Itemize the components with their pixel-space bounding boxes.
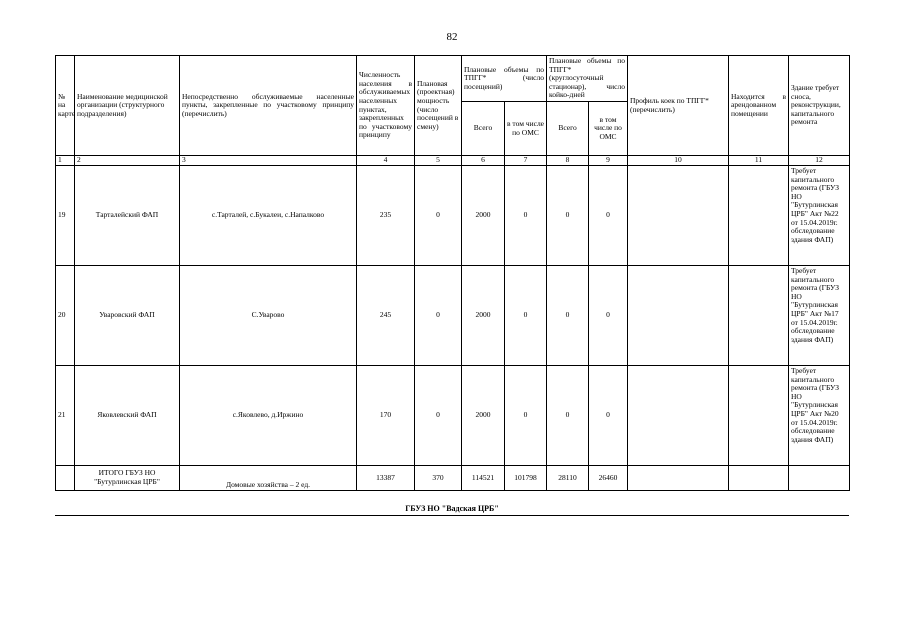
- table-row: [56, 166, 850, 266]
- row-beds-oms: 0: [589, 166, 628, 266]
- table-row: [56, 366, 850, 466]
- row-organization: Тарталейский ФАП: [75, 166, 180, 266]
- total-capacity: 370: [415, 466, 462, 491]
- row-organization: Уваровский ФАП: [75, 266, 180, 366]
- col-number: 7: [505, 156, 547, 166]
- total-row: [56, 466, 850, 491]
- total-rented: [729, 466, 789, 491]
- row-visits-total: 2000: [462, 266, 505, 366]
- header-capacity: Плановая (проектная) мощность (число посещений в смену): [415, 56, 462, 156]
- header-visits-total: Всего: [462, 102, 505, 156]
- row-bed-profile: [628, 266, 729, 366]
- total-repair: [789, 466, 850, 491]
- col-number: 6: [462, 156, 505, 166]
- row-repair: Требует капитального ремонта (ГБУЗ НО "Бутурлинская ЦРБ" Акт №22 от 15.04.2019г. обследование здания ФАП): [789, 166, 850, 266]
- header-beds-total: Всего: [547, 102, 589, 156]
- col-number: 5: [415, 156, 462, 166]
- header-beds: Плановые объемы по ТПГГ* (круглосуточный стационар), число койко-дней: [547, 56, 628, 102]
- row-settlements: с.Тарталей, с.Букалеи, с.Напалково: [180, 166, 357, 266]
- header-beds-oms: в том числе по ОМС: [589, 102, 628, 156]
- row-visits-total: 2000: [462, 166, 505, 266]
- row-capacity: 0: [415, 266, 462, 366]
- total-label: ИТОГО ГБУЗ НО "Бутурлинская ЦРБ": [75, 466, 180, 491]
- row-bed-profile: [628, 366, 729, 466]
- col-number: 10: [628, 156, 729, 166]
- row-population: 170: [357, 366, 415, 466]
- header-organization: Наименование медицинской организации (структурного подразделения): [75, 56, 180, 156]
- total-settlements: Домовые хозяйства – 2 ед.: [180, 466, 357, 491]
- row-visits-oms: 0: [505, 166, 547, 266]
- row-capacity: 0: [415, 166, 462, 266]
- header-population: Численность населения в обслуживаемых населенных пунктах, закрепленных по участковому принципу: [357, 56, 415, 156]
- col-number: 12: [789, 156, 850, 166]
- total-visits-oms: 101798: [505, 466, 547, 491]
- row-rented: [729, 266, 789, 366]
- row-visits-oms: 0: [505, 266, 547, 366]
- header-repair: Здание требует сноса, реконструкции, капитального ремонта: [789, 56, 850, 156]
- row-map-number: 19: [56, 166, 75, 266]
- header-visits-oms: в том числе по ОМС: [505, 102, 547, 156]
- row-repair: Требует капитального ремонта (ГБУЗ НО "Бутурлинская ЦРБ" Акт №20 от 15.04.2019г. обследование здания ФАП): [789, 366, 850, 466]
- row-capacity: 0: [415, 366, 462, 466]
- col-number: 1: [56, 156, 75, 166]
- row-visits-oms: 0: [505, 366, 547, 466]
- facilities-table: [55, 55, 850, 491]
- row-beds-total: 0: [547, 266, 589, 366]
- row-map-number: 20: [56, 266, 75, 366]
- col-number: 2: [75, 156, 180, 166]
- col-number: 11: [729, 156, 789, 166]
- col-number: 8: [547, 156, 589, 166]
- row-visits-total: 2000: [462, 366, 505, 466]
- row-settlements: С.Уварово: [180, 266, 357, 366]
- row-beds-total: 0: [547, 366, 589, 466]
- header-visits: Плановые объемы по ТПГГ* (число посещений): [462, 56, 547, 102]
- row-population: 235: [357, 166, 415, 266]
- row-settlements: с.Яковлево, д.Иржино: [180, 366, 357, 466]
- header-bed-profile: Профиль коек по ТПГГ* (перечислить): [628, 56, 729, 156]
- table-row: [56, 266, 850, 366]
- section-divider: [55, 515, 849, 516]
- total-beds-oms: 26460: [589, 466, 628, 491]
- header-map-number: № на карте: [56, 56, 75, 156]
- row-beds-total: 0: [547, 166, 589, 266]
- row-beds-oms: 0: [589, 266, 628, 366]
- next-organization-title: ГБУЗ НО "Вадская ЦРБ": [405, 504, 499, 513]
- row-map-number: 21: [56, 366, 75, 466]
- row-beds-oms: 0: [589, 366, 628, 466]
- row-rented: [729, 366, 789, 466]
- total-visits-total: 114521: [462, 466, 505, 491]
- row-population: 245: [357, 266, 415, 366]
- header-row: [56, 56, 850, 102]
- header-settlements: Непосредственно обслуживаемые населенные пункты, закрепленные по участковому принципу (перечислить): [180, 56, 357, 156]
- col-number: 3: [180, 156, 357, 166]
- total-population: 13387: [357, 466, 415, 491]
- total-bed-profile: [628, 466, 729, 491]
- total-empty-cell: [56, 466, 75, 491]
- row-organization: Яковлевский ФАП: [75, 366, 180, 466]
- row-repair: Требует капитального ремонта (ГБУЗ НО "Бутурлинская ЦРБ" Акт №17 от 15.04.2019г. обследование здания ФАП): [789, 266, 850, 366]
- header-rented: Находится в арендованном помещении: [729, 56, 789, 156]
- row-bed-profile: [628, 166, 729, 266]
- col-number: 4: [357, 156, 415, 166]
- page-number: 82: [446, 31, 458, 43]
- col-number: 9: [589, 156, 628, 166]
- total-beds-total: 28110: [547, 466, 589, 491]
- column-number-row: [56, 156, 850, 166]
- row-rented: [729, 166, 789, 266]
